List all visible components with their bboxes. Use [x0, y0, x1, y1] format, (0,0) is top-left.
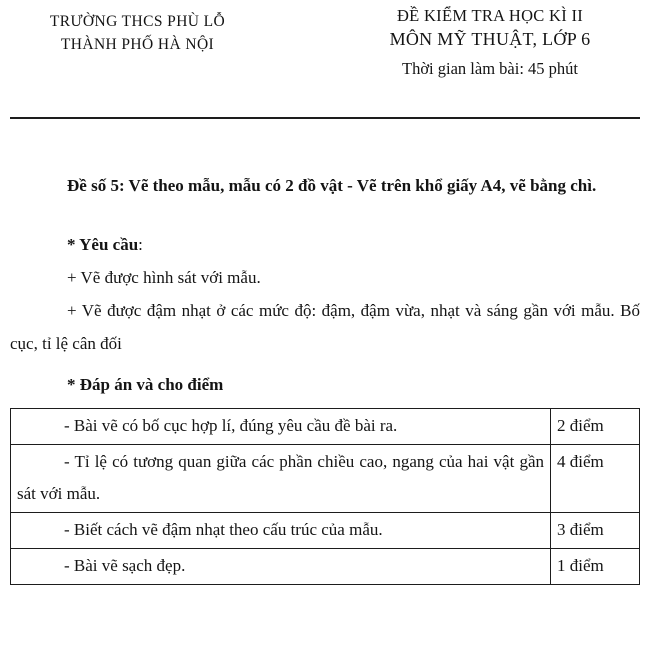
criteria-cell: - Biết cách vẽ đậm nhạt theo cấu trúc của mẫu.: [11, 513, 551, 549]
exam-topic: Đề số 5: Vẽ theo mẫu, mẫu có 2 đồ vật - Vẽ trên khổ giấy A4, vẽ bằng chì.: [67, 176, 597, 195]
school-city: THÀNH PHỐ HÀ NỘI: [60, 36, 215, 53]
table-row: [11, 445, 640, 513]
points-cell: 2 điểm: [551, 409, 640, 445]
criteria-cell: - Bài vẽ có bố cục hợp lí, đúng yêu cầu đề bài ra.: [11, 409, 551, 445]
criteria-cell: - Tỉ lệ có tương quan giữa các phần chiều cao, ngang của hai vật gần sát với mẫu.: [11, 445, 551, 513]
header-divider: [10, 117, 640, 119]
requirement-item-1: + Vẽ được hình sát với mẫu.: [67, 268, 261, 287]
requirements-heading: [10, 228, 640, 261]
points-cell: 3 điểm: [551, 513, 640, 549]
requirements-heading-colon: :: [138, 235, 143, 254]
exam-duration: Thời gian làm bài: 45 phút: [402, 59, 578, 78]
points-cell: 1 điểm: [551, 549, 640, 585]
school-block: [10, 6, 265, 56]
exam-subject: MÔN MỸ THUẬT, LỚP 6: [389, 29, 591, 49]
points-cell: 4 điểm: [551, 445, 640, 513]
criteria-cell: - Bài vẽ sạch đẹp.: [11, 549, 551, 585]
exam-title: ĐỀ KIỂM TRA HỌC KÌ II: [396, 6, 584, 25]
document-header: [10, 6, 640, 79]
table-row: [11, 409, 640, 445]
requirements-heading-label: * Yêu cầu: [67, 235, 139, 254]
table-row: [11, 549, 640, 585]
answer-heading: * Đáp án và cho điểm: [67, 375, 224, 394]
table-row: [11, 513, 640, 549]
grading-table: [10, 408, 640, 585]
exam-title-block: [340, 6, 640, 79]
school-name: TRƯỜNG THCS PHÙ LỖ: [49, 13, 226, 30]
requirement-item-2: + Vẽ được đậm nhạt ở các mức độ: đậm, đậm vừa, nhạt và sáng gần với mẫu. Bố cục, tỉ lệ cân đối: [10, 301, 640, 353]
